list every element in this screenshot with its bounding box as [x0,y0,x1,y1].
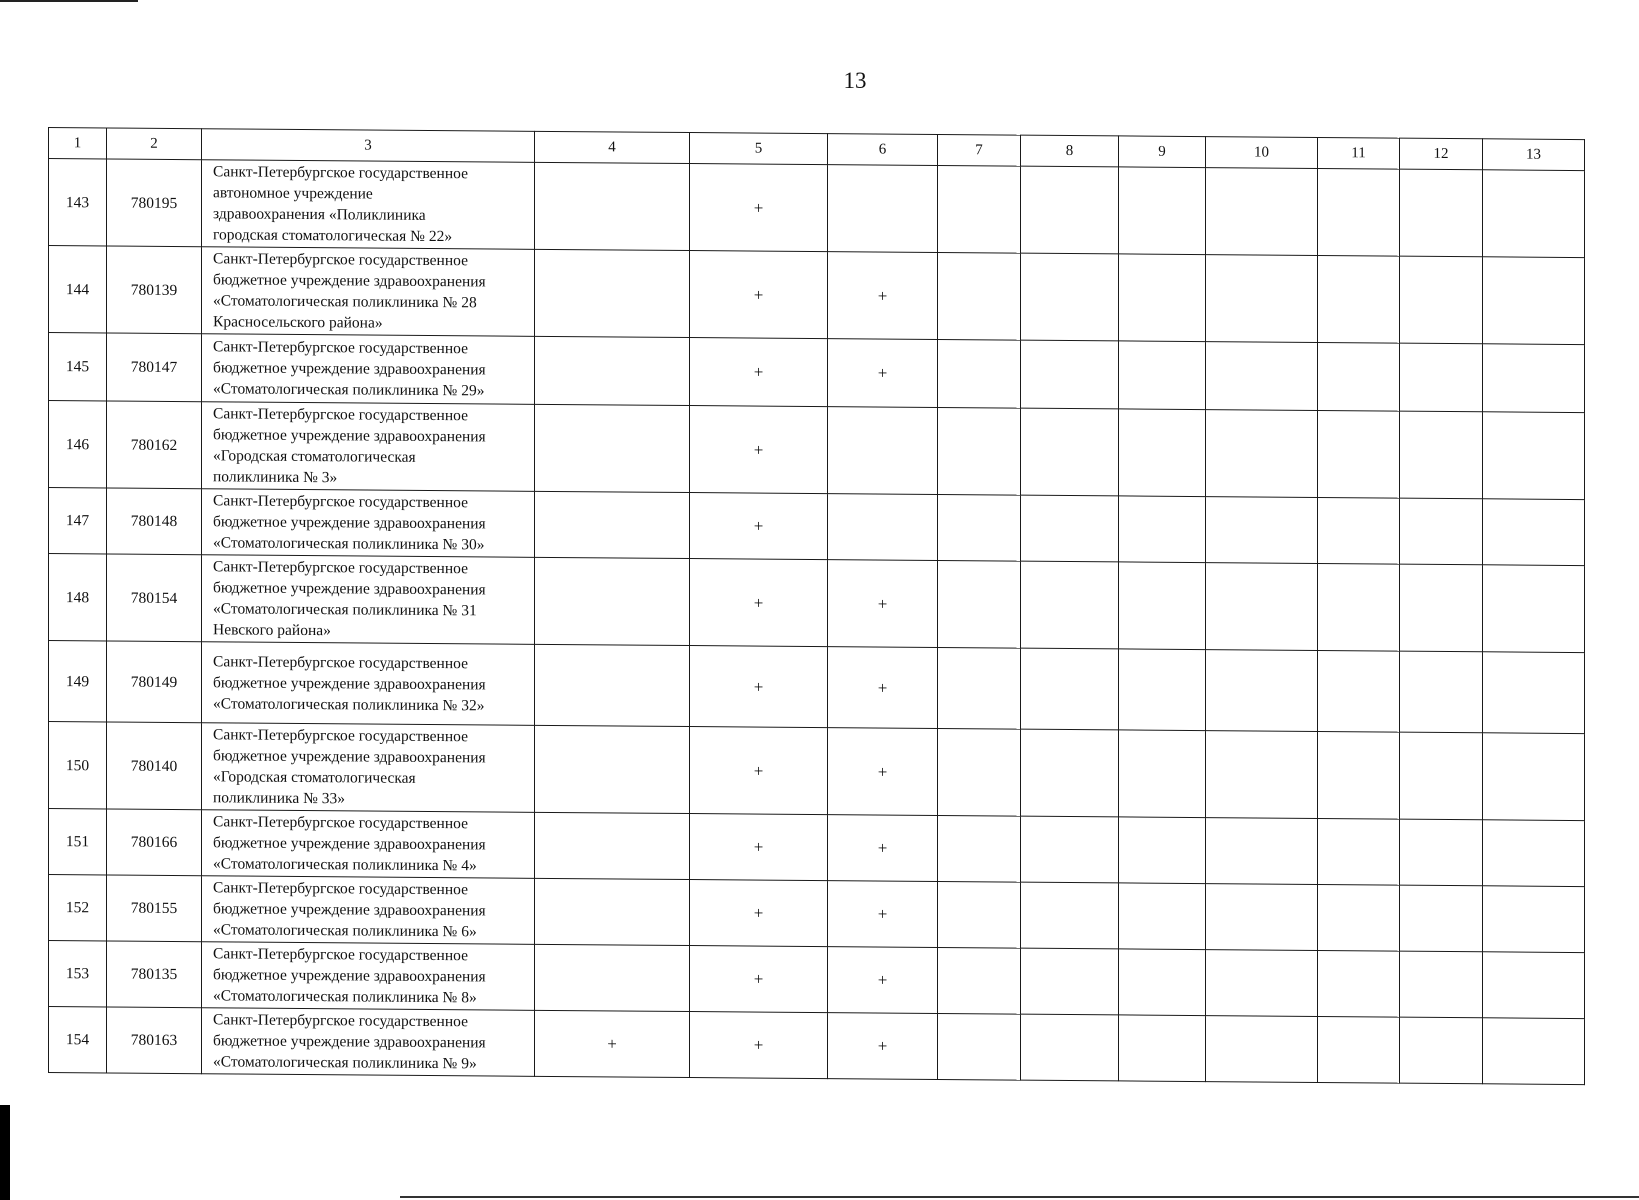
mark-cell-col-6: + [828,947,938,1014]
mark-cell-col-9 [1119,341,1206,410]
organization-name-line: Санкт-Петербургское государственное [213,652,468,672]
mark-cell-col-5: + [690,251,828,339]
column-header-12: 12 [1400,138,1483,170]
mark-cell-col-8 [1021,882,1119,949]
organization-name-line: бюджетное учреждение здравоохранения [213,579,486,599]
organization-name-line: «Городская стоматологическая [213,768,416,787]
registry-code-cell: 780147 [107,333,202,402]
mark-cell-col-13 [1483,733,1585,821]
mark-cell-col-4 [535,944,690,1011]
organization-name-line: Санкт-Петербургское государственное [213,558,468,578]
organization-name-line: «Стоматологическая поликлиника № 6» [213,921,477,941]
scan-bottom-line [400,1196,1639,1198]
table-row [49,401,1585,500]
mark-cell-col-12 [1400,1017,1483,1084]
mark-cell-col-13 [1483,886,1585,953]
mark-cell-col-5: + [690,946,828,1013]
mark-cell-col-13 [1483,952,1585,1019]
mark-cell-col-7 [938,1013,1021,1080]
mark-cell-col-9 [1119,1015,1206,1082]
mark-cell-col-4 [535,162,690,250]
mark-cell-col-6: + [828,881,938,948]
mark-cell-col-5: + [690,338,828,407]
mark-cell-col-6 [828,165,938,253]
mark-cell-col-12 [1400,951,1483,1018]
register-table [48,127,1585,1085]
organization-name-line: бюджетное учреждение здравоохранения [213,271,486,291]
mark-cell-col-4 [535,725,690,813]
organization-name-line: бюджетное учреждение здравоохранения [213,966,486,986]
mark-cell-col-7 [938,494,1021,561]
mark-cell-col-13 [1483,257,1585,345]
organization-name-cell [202,247,535,337]
mark-cell-col-5: + [690,880,828,947]
registry-code-cell: 780139 [107,246,202,334]
row-number-cell: 152 [49,875,107,941]
mark-cell-col-10 [1206,168,1318,256]
mark-cell-col-7 [938,881,1021,948]
organization-name-line: бюджетное учреждение здравоохранения [213,513,486,533]
mark-cell-col-7 [938,647,1021,729]
mark-cell-col-4 [535,336,690,405]
mark-cell-col-10 [1206,255,1318,343]
organization-name-line: автономное учреждение [213,184,373,203]
organization-name-line: Санкт-Петербургское государственное [213,879,468,899]
mark-cell-col-8 [1021,729,1119,817]
organization-name-line: бюджетное учреждение здравоохранения [213,673,486,693]
row-number-cell: 147 [49,488,107,554]
registry-code-cell: 780162 [107,401,202,489]
organization-name-line: поликлиника № 33» [213,789,345,808]
mark-cell-col-9 [1119,562,1206,650]
registry-code-cell: 780195 [107,159,202,247]
organization-name-line: здравоохранения «Поликлиника [213,205,426,224]
row-number-cell: 145 [49,333,107,401]
mark-cell-col-5: + [690,1012,828,1079]
organization-name-line: Красносельского района» [213,313,383,332]
mark-cell-col-12 [1400,256,1483,344]
organization-name-cell [202,810,535,879]
organization-name-line: «Стоматологическая поликлиника № 9» [213,1053,477,1073]
mark-cell-col-8 [1021,1014,1119,1081]
mark-cell-col-5: + [690,814,828,881]
mark-cell-col-11 [1318,818,1400,885]
mark-cell-col-13 [1483,412,1585,500]
mark-cell-col-11 [1318,497,1400,564]
table-row [49,554,1585,653]
row-number-cell: 143 [49,159,107,246]
row-number-cell: 144 [49,246,107,333]
mark-cell-col-13 [1483,565,1585,653]
mark-cell-col-12 [1400,564,1483,652]
organization-name-cell [202,942,535,1011]
organization-name-line: «Стоматологическая поликлиника № 32» [213,694,485,714]
mark-cell-col-7 [938,407,1021,495]
mark-cell-col-5: + [690,727,828,815]
registry-code-cell: 780149 [107,641,202,723]
mark-cell-col-5: + [690,493,828,560]
organization-name-line: бюджетное учреждение здравоохранения [213,359,486,379]
mark-cell-col-7 [938,560,1021,648]
organization-name-line: «Стоматологическая поликлиника № 30» [213,534,485,554]
column-header-5: 5 [690,133,828,165]
organization-name-cell [202,402,535,492]
mark-cell-col-8 [1021,253,1119,341]
row-number-cell: 146 [49,401,107,488]
mark-cell-col-13 [1483,170,1585,258]
mark-cell-col-10 [1206,650,1318,732]
mark-cell-col-7 [938,728,1021,816]
mark-cell-col-11 [1318,884,1400,951]
column-header-7: 7 [938,134,1021,166]
mark-cell-col-7 [938,165,1021,253]
mark-cell-col-6: + [828,339,938,408]
mark-cell-col-13 [1483,1018,1585,1085]
mark-cell-col-4 [535,404,690,492]
row-number-cell: 153 [49,941,107,1007]
organization-name-line: городская стоматологическая № 22» [213,226,453,246]
organization-name-cell [202,642,535,726]
organization-name-line: Санкт-Петербургское государственное [213,726,468,746]
column-header-2: 2 [107,128,202,160]
mark-cell-col-13 [1483,652,1585,734]
mark-cell-col-12 [1400,732,1483,820]
mark-cell-col-11 [1318,410,1400,498]
mark-cell-col-8 [1021,166,1119,254]
mark-cell-col-7 [938,252,1021,340]
mark-cell-col-10 [1206,410,1318,498]
mark-cell-col-12 [1400,651,1483,733]
mark-cell-col-5: + [690,164,828,252]
mark-cell-col-10 [1206,818,1318,885]
organization-name-cell [202,555,535,645]
mark-cell-col-12 [1400,411,1483,499]
mark-cell-col-11 [1318,255,1400,343]
mark-cell-col-10 [1206,950,1318,1017]
mark-cell-col-4 [535,878,690,945]
row-number-cell: 151 [49,809,107,875]
mark-cell-col-9 [1119,817,1206,884]
mark-cell-col-9 [1119,883,1206,950]
mark-cell-col-9 [1119,409,1206,497]
registry-code-cell: 780148 [107,488,202,555]
organization-name-line: Невского района» [213,621,331,640]
mark-cell-col-13 [1483,499,1585,566]
organization-name-line: «Стоматологическая поликлиника № 8» [213,987,477,1007]
mark-cell-col-9 [1119,254,1206,342]
organization-name-line: Санкт-Петербургское государственное [213,1011,468,1031]
mark-cell-col-6: + [828,728,938,816]
mark-cell-col-4 [535,812,690,879]
mark-cell-col-8 [1021,816,1119,883]
column-header-8: 8 [1021,135,1119,167]
mark-cell-col-13 [1483,344,1585,413]
organization-name-cell [202,876,535,945]
organization-name-line: «Стоматологическая поликлиника № 29» [213,380,485,400]
mark-cell-col-6 [828,494,938,561]
mark-cell-col-7 [938,339,1021,408]
table-row [49,246,1585,345]
mark-cell-col-11 [1318,1016,1400,1083]
mark-cell-col-9 [1119,167,1206,255]
organization-name-line: Санкт-Петербургское государственное [213,338,468,358]
mark-cell-col-9 [1119,496,1206,563]
organization-name-cell [202,723,535,813]
mark-cell-col-5: + [690,559,828,647]
organization-name-line: бюджетное учреждение здравоохранения [213,900,486,920]
mark-cell-col-10 [1206,342,1318,411]
scan-edge-shadow [0,1105,10,1200]
mark-cell-col-10 [1206,1016,1318,1083]
mark-cell-col-5: + [690,406,828,494]
mark-cell-col-4 [535,557,690,645]
mark-cell-col-8 [1021,561,1119,649]
registry-code-cell: 780140 [107,722,202,810]
organization-name-cell [202,1008,535,1077]
table-row [49,1007,1585,1085]
table-row [49,941,1585,1019]
table-row [49,159,1585,258]
table-row [49,641,1585,734]
mark-cell-col-9 [1119,949,1206,1016]
mark-cell-col-6: + [828,815,938,882]
organization-name-line: Санкт-Петербургское государственное [213,405,468,425]
column-header-9: 9 [1119,136,1206,168]
organization-name-line: Санкт-Петербургское государственное [213,945,468,965]
row-number-cell: 154 [49,1007,107,1073]
mark-cell-col-13 [1483,820,1585,887]
scan-border-mark [0,0,138,2]
organization-name-line: Санкт-Петербургское государственное [213,163,468,183]
mark-cell-col-12 [1400,498,1483,565]
row-number-cell: 149 [49,641,107,722]
organization-name-line: поликлиника № 3» [213,468,338,487]
table-body [49,159,1585,1085]
mark-cell-col-8 [1021,495,1119,562]
mark-cell-col-10 [1206,497,1318,564]
organization-name-line: «Стоматологическая поликлиника № 31 [213,600,477,620]
table-row [49,809,1585,887]
mark-cell-col-8 [1021,408,1119,496]
mark-cell-col-12 [1400,819,1483,886]
column-header-3: 3 [202,129,535,163]
organization-name-cell [202,160,535,250]
mark-cell-col-11 [1318,731,1400,819]
organization-name-line: «Стоматологическая поликлиника № 28 [213,292,477,312]
mark-cell-col-7 [938,815,1021,882]
row-number-cell: 148 [49,554,107,641]
column-header-13: 13 [1483,139,1585,171]
organization-name-line: бюджетное учреждение здравоохранения [213,1032,486,1052]
mark-cell-col-5: + [690,646,828,728]
row-number-cell: 150 [49,722,107,809]
registry-code-cell: 780135 [107,941,202,1008]
table-row [49,722,1585,821]
organization-name-line: Санкт-Петербургское государственное [213,813,468,833]
mark-cell-col-4 [535,644,690,726]
mark-cell-col-4 [535,491,690,558]
mark-cell-col-8 [1021,948,1119,1015]
mark-cell-col-11 [1318,342,1400,411]
mark-cell-col-7 [938,947,1021,1014]
mark-cell-col-11 [1318,168,1400,256]
registry-code-cell: 780163 [107,1007,202,1074]
column-header-11: 11 [1318,137,1400,169]
mark-cell-col-11 [1318,563,1400,651]
organization-name-line: «Городская стоматологическая [213,447,416,466]
mark-cell-col-4 [535,249,690,337]
registry-code-cell: 780166 [107,809,202,876]
mark-cell-col-11 [1318,650,1400,732]
table-row [49,488,1585,566]
mark-cell-col-6: + [828,560,938,648]
mark-cell-col-8 [1021,340,1119,409]
organization-name-line: бюджетное учреждение здравоохранения [213,426,486,446]
registry-code-cell: 780154 [107,554,202,642]
table-row [49,333,1585,413]
mark-cell-col-12 [1400,169,1483,257]
organization-name-cell [202,489,535,558]
table-row [49,875,1585,953]
organization-name-line: бюджетное учреждение здравоохранения [213,747,486,767]
organization-name-cell [202,334,535,405]
mark-cell-col-11 [1318,950,1400,1017]
registry-code-cell: 780155 [107,875,202,942]
organization-name-line: Санкт-Петербургское государственное [213,492,468,512]
mark-cell-col-9 [1119,649,1206,731]
mark-cell-col-12 [1400,343,1483,412]
mark-cell-col-6 [828,407,938,495]
organization-name-line: бюджетное учреждение здравоохранения [213,834,486,854]
mark-cell-col-9 [1119,730,1206,818]
mark-cell-col-8 [1021,648,1119,730]
mark-cell-col-6: + [828,647,938,729]
organization-name-line: «Стоматологическая поликлиника № 4» [213,855,477,875]
mark-cell-col-10 [1206,563,1318,651]
page-number: 13 [843,68,867,93]
mark-cell-col-10 [1206,884,1318,951]
mark-cell-col-4: + [535,1010,690,1077]
column-header-1: 1 [49,128,107,159]
column-header-6: 6 [828,134,938,166]
column-header-4: 4 [535,131,690,163]
column-header-10: 10 [1206,137,1318,169]
mark-cell-col-6: + [828,1013,938,1080]
mark-cell-col-12 [1400,885,1483,952]
mark-cell-col-10 [1206,731,1318,819]
mark-cell-col-6: + [828,252,938,340]
organization-name-line: Санкт-Петербургское государственное [213,250,468,270]
